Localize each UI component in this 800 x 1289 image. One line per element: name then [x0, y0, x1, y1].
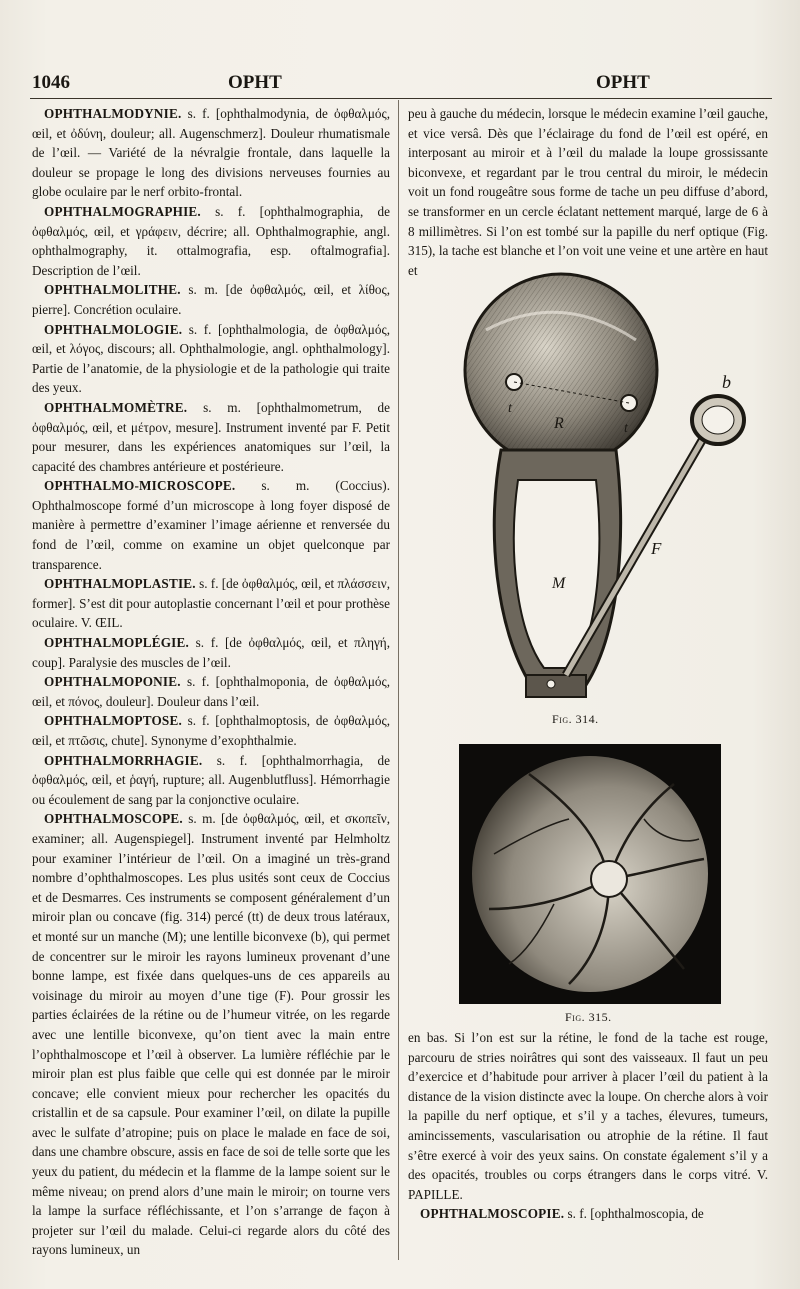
entry-ophthalmoponie [32, 672, 390, 711]
left-running-head: OPHT [228, 72, 282, 93]
headword: OPHTHALMORRHAGIE. [44, 752, 203, 768]
headword: OPHTHALMOMÈTRE. [44, 399, 188, 415]
entry-ophthalmorrhagie [32, 751, 390, 810]
entry-ophthalmologie [32, 320, 390, 398]
definition: s. f. [ophthalmoponia, de ὀφθαλμός, œil, et πόνος, douleur]. Douleur dans l’œil. [32, 674, 390, 709]
label-t-left: t [508, 401, 512, 416]
definition: s. f. [ophthalmodynia, de ὀφθαλμός, œil, et ὀδύνη, douleur; all. Augenschmerz]. Douleur rhumatismale de l’œil. — Variété de la névralgie frontale, dans laquelle la douleur se propage le long des divisions nerveuses fournies au globe oculaire par le nerf orbito-frontal. [32, 106, 390, 200]
right-column-bottom [408, 1028, 768, 1224]
definition: s. f. [ophthalmoptosis, de ὀφθαλμός, œil, et πτῶσις, chute]. Synonyme d’exophthalmie. [32, 713, 390, 748]
header-rule [30, 98, 772, 99]
definition: en bas. Si l’on est sur la rétine, le fond de la tache est rouge, parcouru de stries noirâtres qui sont des vaisseaux. Il faut un peu d’exercice et d’habitude pour arriver à placer l’œil du patient à la distance de la vision distincte avec la loupe. On cherche alors à voir la papille du nerf optique, et s’il y a taches, élevures, tumeurs, amincissements, vascularisation ou atrophie de la rétine. Il faut s’être exercé à voir des yeux sains. On constate également s’il y a des opacités, troubles ou corps étrangers dans le corps vitré. V. PAPILLE. [408, 1030, 768, 1202]
headword: OPHTHALMOGRAPHIE. [44, 203, 201, 219]
entry-ophthalmo-microscope [32, 476, 390, 574]
figure-314-ophthalmoscope [446, 270, 776, 740]
label-t-right: t [624, 421, 628, 436]
definition: s. f. [ophthalmoscopia, de [564, 1206, 704, 1222]
headword: OPHTHALMOPLÉGIE. [44, 635, 189, 651]
entry-ophthalmoscopie [408, 1204, 768, 1224]
figure-314-caption: Fig. 314. [552, 712, 599, 726]
definition: s. m. (Coccius). Ophthalmoscope formé d’un microscope à long foyer disposé de manière à permettre d’examiner l’image aérienne et renversée du fond de l’œil, comme on examine un objet quelconque par transparence. [32, 478, 390, 572]
definition: s. f. [ophthalmorrhagia, de ὀφθαλμός, œil, et ῥαγή, rupture; all. Augenblutfluss]. Hémorrhagie ou écoulement de sang par la conjonctive oculaire. [32, 752, 390, 807]
definition: s. f. [de ὀφθαλμός, œil, et πληγή, coup]. Paralysie des muscles de l’œil. [32, 635, 390, 670]
definition: s. f. [ophthalmologia, de ὀφθαλμός, œil, et λόγος, discours; all. Ophthalmologie, angl. ophthalmology]. Partie de l’anatomie, de la physiologie et de la pathologie qui traite des yeux. [32, 321, 390, 396]
entry-ophthalmodynie [32, 104, 390, 202]
continued-paragraph [408, 1028, 768, 1204]
entry-ophthalmoplegie [32, 633, 390, 672]
headword: OPHTHALMOPLASTIE. [44, 576, 196, 592]
label-R: R [554, 415, 564, 432]
headword: OPHTHALMOPTOSE. [44, 713, 182, 729]
continued-paragraph: peu à gauche du médecin, lorsque le médecin examine l’œil gauche, et vice versâ. Dès que l’éclairage du fond de l’œil est opéré, en interposant au miroir et à l’œil du malade la loupe grossissante biconvexe, et regardant par le trou central du miroir, le médecin voit un fond rougeâtre sous forme de tache un peu diffuse d’abord, se transformer en un cercle éclatant nettement marqué, large de 6 à 8 millimètres. Si l’on est tombé sur la papille du nerf optique (Fig. 315), la tache est blanche et l’on voit une veine et une artère en haut et [408, 106, 768, 278]
entry-ophthalmoplastie [32, 574, 390, 633]
left-column [32, 104, 390, 1260]
label-b: b [722, 372, 731, 392]
definition: s. f. [ophthalmographia, de ὀφθαλμός, œil, et γράφειν, décrire; all. Ophthalmographie, angl. ophthalmography, it. ottalmografia, esp. oftalmografia]. Description de l’œil. [32, 203, 390, 278]
label-F: F [651, 539, 662, 558]
entry-ophthalmoptose [32, 711, 390, 750]
definition: s. m. [ophthalmometrum, de ὀφθαλμός, œil, et μέτρον, mesure]. Instrument inventé par F. Petit pour mesurer, dans les expériences anatomiques sur l’œil, la capacité des chambres antérieure et postérieure. [32, 399, 390, 474]
headword: OPHTHALMODYNIE. [44, 106, 182, 121]
entry-ophthalmolithe [32, 280, 390, 319]
headword: OPHTHALMO-MICROSCOPE. [44, 478, 236, 494]
label-M: M [552, 575, 566, 592]
column-divider [398, 100, 399, 1260]
figure-315-frame [459, 744, 721, 1004]
optic-papilla [591, 861, 627, 897]
page-number: 1046 [32, 72, 70, 93]
figure-315-caption: Fig. 315. [565, 1010, 612, 1024]
running-head [30, 72, 770, 96]
entry-ophthalmoscope [32, 809, 390, 1260]
right-running-head: OPHT [596, 72, 650, 93]
right-column-top [408, 104, 768, 280]
entry-ophthalmometre [32, 398, 390, 476]
figure-315-fundus [459, 744, 721, 1004]
definition: s. m. [de ὀφθαλμός, œil, et σκοπεῖν, examiner; all. Augenspiegel]. Instrument inventé par Helmholtz pour examiner l’intérieur de l’œil. On a imaginé un très-grand nombre d’ophthalmoscopes. Les plus usités sont ceux de Coccius et de Desmarres. Ces instruments se composent généralement d’un miroir plan ou concave (fig. 314) percé (tt) de deux trous latéraux, et monté sur un manche (M); une lentille biconvexe (b), qui permet de concentrer sur le miroir les rayons lumineux provenant d’une bonne lampe, est fixée dans quelques-uns de ces appareils au voisinage du miroir au moyen d’une tige (F). Pour grossir les parties éclairées de la rétine ou de l’humeur vitrée, on les regarde avec une lentille biconvexe, qu’on tient avec la main entre l’ophthalmoscope et l’œil à observer. La lumière réfléchie par le miroir plan est plus faible que celle qui est donnée par le miroir concave; elle convient mieux pour rechercher les opacités du cristallin et de sa capsule. Pour examiner l’œil, on dilate la pupille avec le sulfate d’atropine; puis on place le malade en face de soi, dans une chambre obscure, assis en face de soi de telle sorte que les yeux du patient, du médecin et la flamme de la lampe soient sur le même niveau; on prend alors d’une main le miroir; on tourne vers la lampe la surface réfléchissante, et l’on s’arrange de façon à projeter sur l’œil du malade. Celui-ci regarde alors du côté des rayons lumineux, un [32, 811, 390, 1258]
entry-ophthalmographie [32, 202, 390, 280]
headword: OPHTHALMOLITHE. [44, 282, 181, 298]
headword: OPHTHALMOSCOPIE. [420, 1206, 565, 1222]
mirror-disc [465, 274, 657, 466]
definition: s. m. [de ὀφθαλμός, œil, et λίθος, pierre]. Concrétion oculaire. [32, 282, 390, 317]
definition: s. f. [de ὀφθαλμός, œil, et πλάσσειν, former]. S’est dit pour autoplastie concernant l’œil et pour prothèse oculaire. V. ŒIL. [32, 576, 391, 631]
handle-M [494, 450, 620, 697]
headword: OPHTHALMOLOGIE. [44, 321, 183, 337]
headword: OPHTHALMOSCOPE. [44, 811, 183, 827]
headword: OPHTHALMOPONIE. [44, 674, 181, 690]
